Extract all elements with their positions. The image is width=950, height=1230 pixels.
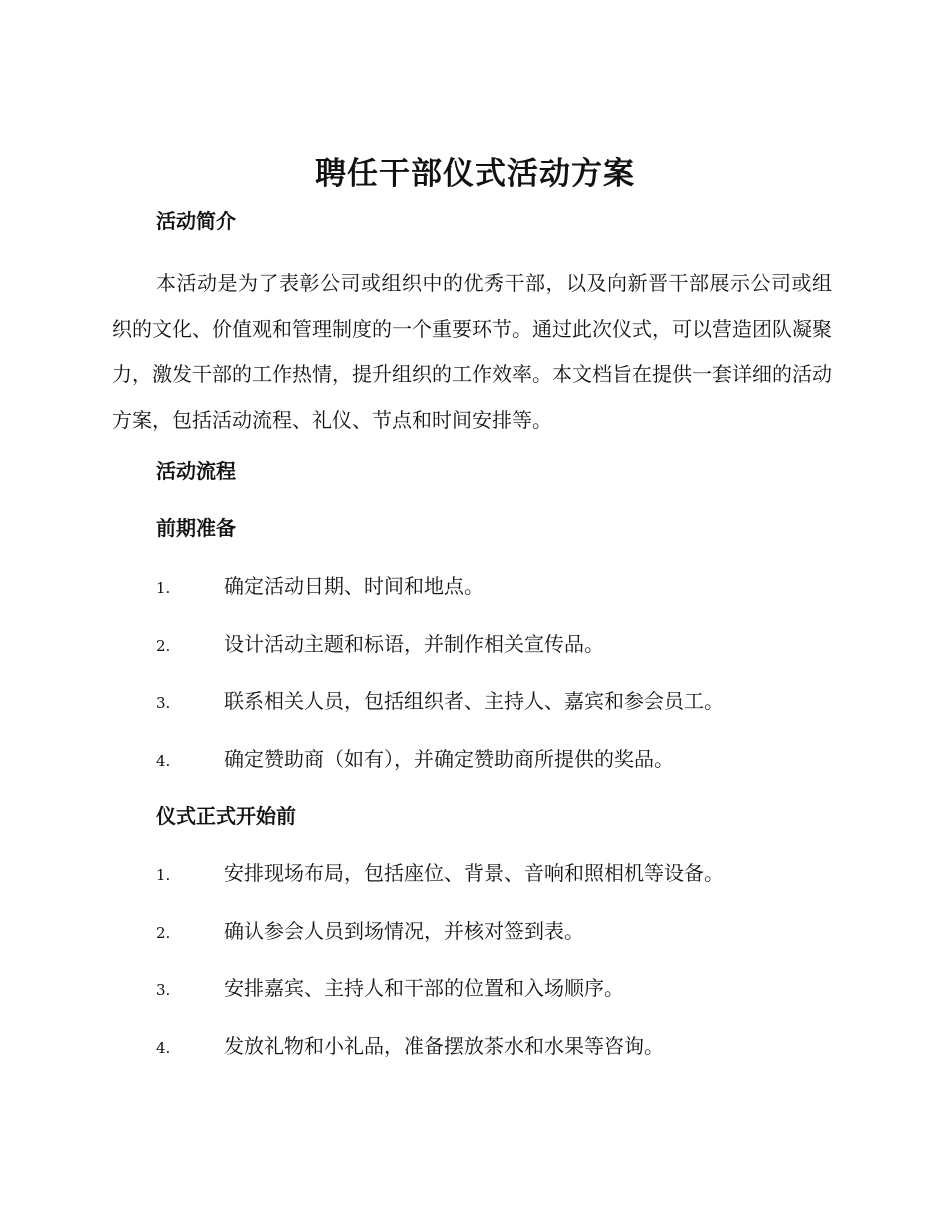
- list-item-text: 安排嘉宾、主持人和干部的位置和入场顺序。: [224, 976, 624, 1000]
- list-item-text: 确认参会人员到场情况，并核对签到表。: [224, 918, 584, 943]
- list-item-number: 4.: [156, 1038, 171, 1057]
- list-item-number: 1.: [156, 579, 171, 597]
- list-item-text: 安排现场布局，包括座位、背景、音响和照相机等设备。: [224, 861, 724, 885]
- section-heading-process: 活动流程: [156, 459, 236, 483]
- section-heading-before-ceremony: 仪式正式开始前: [156, 804, 296, 828]
- list-item-text: 确定活动日期、时间和地点。: [224, 574, 484, 598]
- document-title: 聘任干部仪式活动方案: [315, 156, 635, 192]
- list-item-text: 确定赞助商（如有），并确定赞助商所提供的奖品。: [224, 746, 674, 771]
- section-heading-preparation: 前期准备: [156, 516, 236, 540]
- list-item-number: 3.: [156, 981, 171, 999]
- list-item-number: 2.: [156, 636, 171, 655]
- list-item-text: 发放礼物和小礼品，准备摆放茶水和水果等咨询。: [224, 1033, 664, 1058]
- list-item-number: 3.: [156, 694, 171, 712]
- list-item-text: 联系相关人员，包括组织者、主持人、嘉宾和参会员工。: [224, 689, 724, 713]
- list-item-number: 1.: [156, 866, 171, 884]
- list-item-number: 2.: [156, 923, 171, 942]
- list-item-text: 设计活动主题和标语，并制作相关宣传品。: [224, 631, 604, 656]
- intro-paragraph: 本活动是为了表彰公司或组织中的优秀干部，以及向新晋干部展示公司或组织的文化、价值观和管理制度的一个重要环节。通过此次仪式，可以营造团队凝聚力，激发干部的工作热情，提升组织的工作效率。本文档旨在提供一套详细的活动方案，包括活动流程、礼仪、节点和时间安排等。: [112, 271, 832, 432]
- list-item-number: 4.: [156, 751, 171, 770]
- section-heading-intro: 活动简介: [156, 209, 236, 233]
